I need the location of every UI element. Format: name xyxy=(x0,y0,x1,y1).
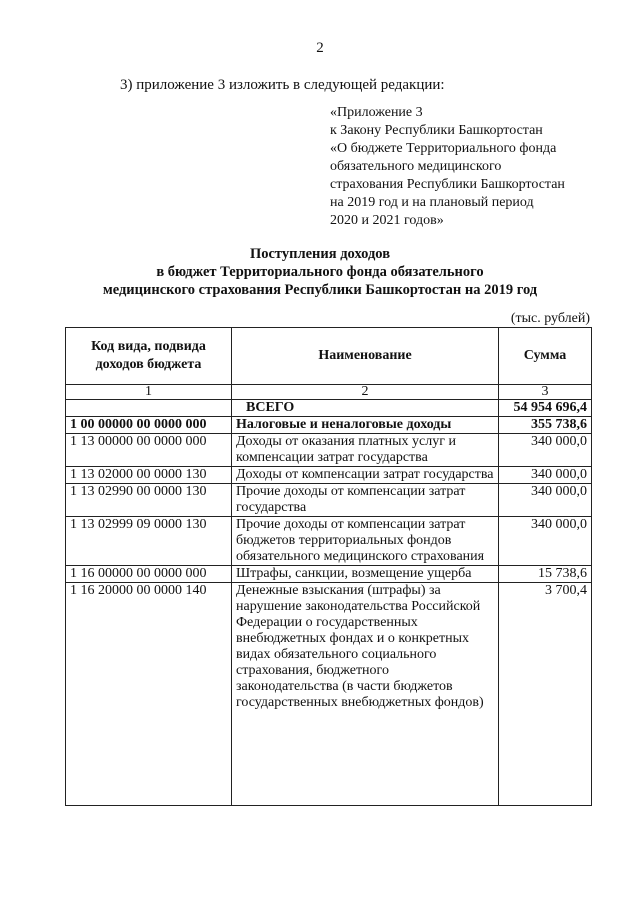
row-sum: 340 000,0 xyxy=(499,467,592,484)
table-row xyxy=(66,566,592,583)
title-line: в бюджет Территориального фонда обязательного xyxy=(156,264,484,280)
row-code: 1 13 02990 00 0000 130 xyxy=(66,484,232,517)
row-sum: 355 738,6 xyxy=(499,417,592,434)
page-number: 2 xyxy=(316,40,324,56)
title-line: медицинского страхования Республики Башкортостан на 2019 год xyxy=(102,282,538,298)
table-row-total xyxy=(66,400,592,417)
row-name: Налоговые и неналоговые доходы xyxy=(232,417,499,434)
header-name: Наименование xyxy=(232,328,499,385)
row-code: 1 16 20000 00 0000 140 xyxy=(66,583,232,806)
intro-paragraph: 3) приложение 3 изложить в следующей редакции: xyxy=(120,77,445,93)
revenue-table xyxy=(65,327,592,806)
table-row xyxy=(66,467,592,484)
row-name: Прочие доходы от компенсации затрат государства xyxy=(232,484,499,517)
row-code: 1 13 02000 00 0000 130 xyxy=(66,467,232,484)
row-name: Денежные взыскания (штрафы) за нарушение законодательства Российской Федерации о государственных внебюджетных фондах и о конкретных видах обязательного социального страхования, бюджетного законодательства (в части бюджетов государственных внебюджетных фондов) xyxy=(232,583,499,806)
row-code: 1 16 00000 00 0000 000 xyxy=(66,566,232,583)
appendix-line: 2020 и 2021 годов» xyxy=(330,213,444,228)
column-number: 1 xyxy=(66,385,232,400)
row-code: 1 13 02999 09 0000 130 xyxy=(66,517,232,566)
row-code: 1 00 00000 00 0000 000 xyxy=(66,417,232,434)
row-sum: 15 738,6 xyxy=(499,566,592,583)
document-title xyxy=(0,245,640,299)
row-name: Доходы от компенсации затрат государства xyxy=(232,467,499,484)
row-sum: 54 954 696,4 xyxy=(499,400,592,417)
table-row xyxy=(66,484,592,517)
units-note: (тыс. рублей) xyxy=(510,311,590,326)
table-row xyxy=(66,517,592,566)
row-name: Штрафы, санкции, возмещение ущерба xyxy=(232,566,499,583)
appendix-line: страхования Республики Башкортостан xyxy=(330,177,565,192)
appendix-line: «О бюджете Территориального фонда xyxy=(330,141,557,156)
table-row xyxy=(66,434,592,467)
table-row xyxy=(66,583,592,806)
row-sum: 3 700,4 xyxy=(499,583,592,806)
row-sum: 340 000,0 xyxy=(499,434,592,467)
row-code xyxy=(66,400,232,417)
header-code: Код вида, подвида доходов бюджета xyxy=(66,328,232,385)
row-name: ВСЕГО xyxy=(232,400,499,417)
row-name: Доходы от оказания платных услуг и компенсации затрат государства xyxy=(232,434,499,467)
column-number: 3 xyxy=(499,385,592,400)
appendix-reference xyxy=(330,104,565,230)
column-number-row xyxy=(66,385,592,400)
appendix-line: к Закону Республики Башкортостан xyxy=(330,123,543,138)
row-sum: 340 000,0 xyxy=(499,484,592,517)
table-row xyxy=(66,417,592,434)
row-sum: 340 000,0 xyxy=(499,517,592,566)
title-line: Поступления доходов xyxy=(249,246,391,262)
header-sum: Сумма xyxy=(499,328,592,385)
row-name: Прочие доходы от компенсации затрат бюджетов территориальных фондов обязательного медицинского страхования xyxy=(232,517,499,566)
appendix-line: «Приложение 3 xyxy=(330,105,423,120)
appendix-line: на 2019 год и на плановый период xyxy=(330,195,534,210)
appendix-line: обязательного медицинского xyxy=(330,159,502,174)
table-header-row xyxy=(66,328,592,385)
row-code: 1 13 00000 00 0000 000 xyxy=(66,434,232,467)
column-number: 2 xyxy=(232,385,499,400)
